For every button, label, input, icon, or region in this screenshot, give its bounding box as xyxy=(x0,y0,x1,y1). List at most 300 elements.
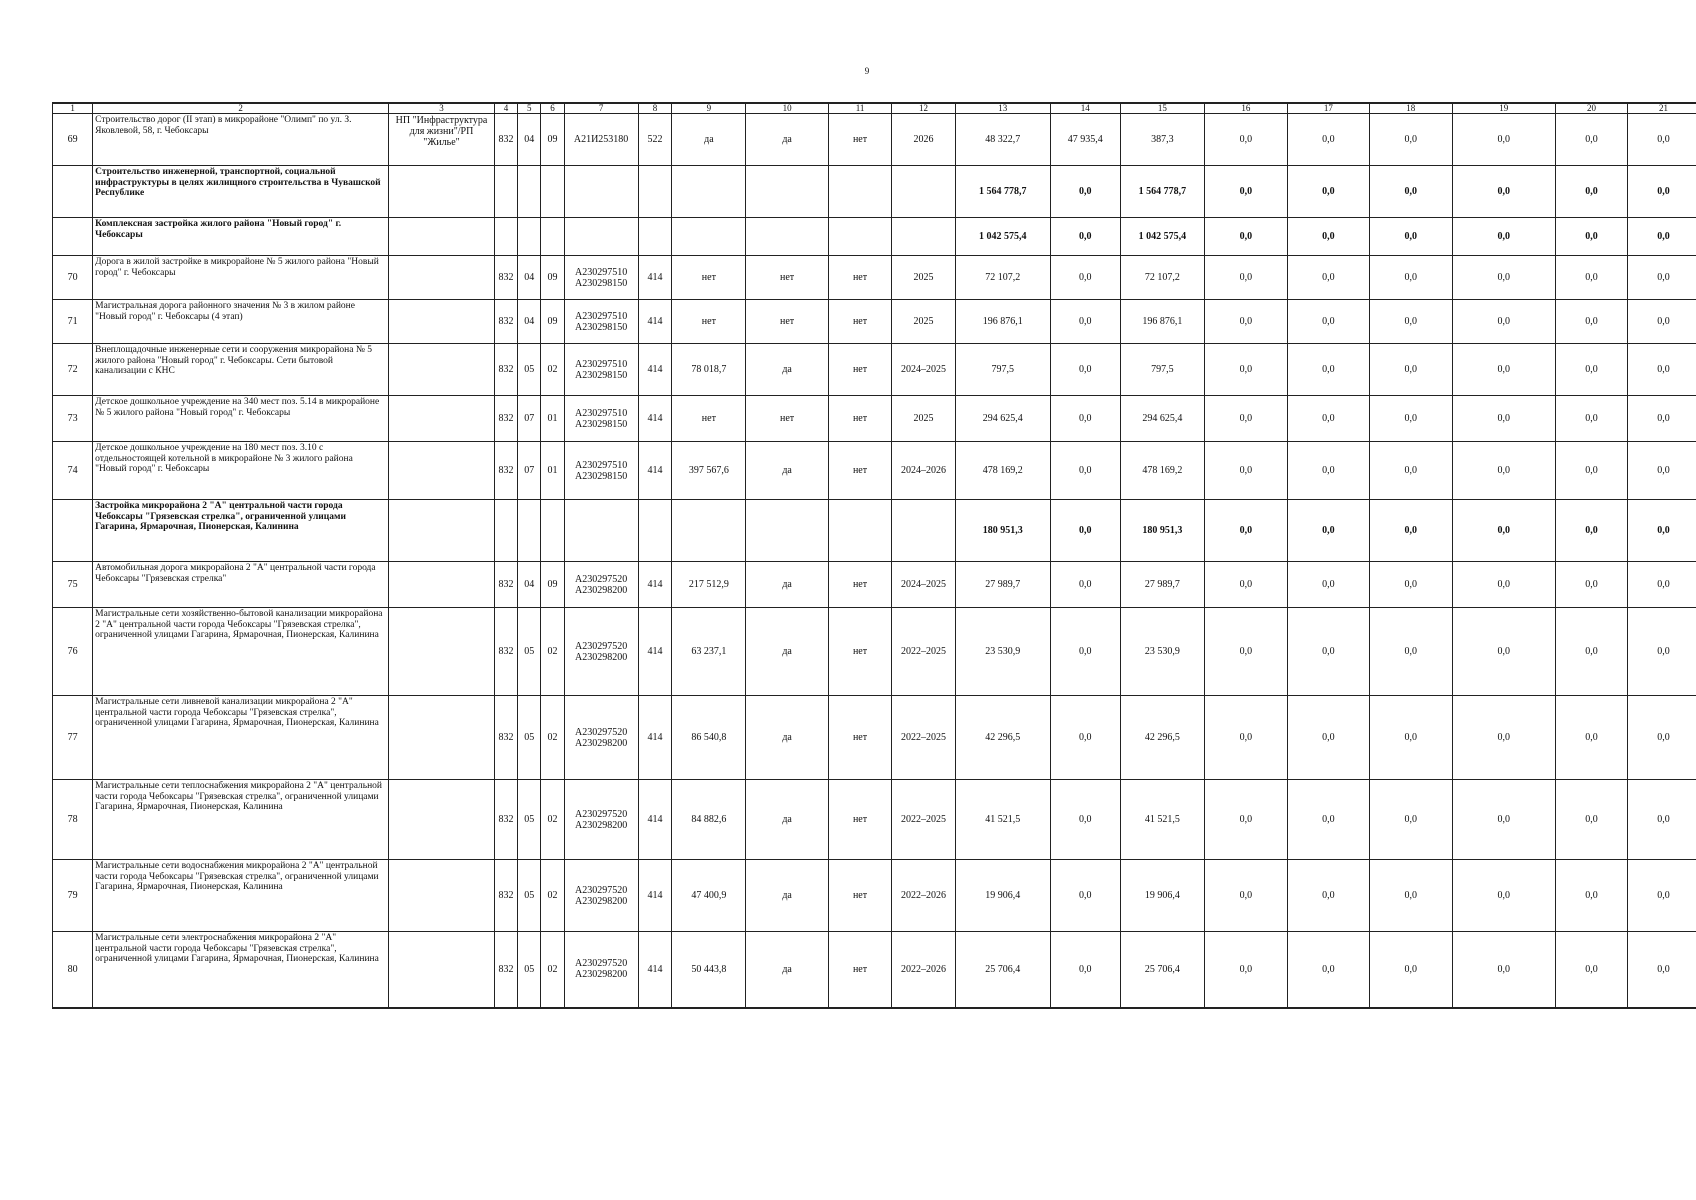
design-doc-cell: да xyxy=(746,696,828,780)
col17-amount-cell: 0,0 xyxy=(1287,932,1369,1008)
republic-amount-cell: 478 169,2 xyxy=(1120,442,1205,500)
total-amount-cell: 42 296,5 xyxy=(955,696,1050,780)
section-code-cell xyxy=(518,166,541,218)
total-amount-cell: 1 564 778,7 xyxy=(955,166,1050,218)
republic-amount-cell: 294 625,4 xyxy=(1120,396,1205,442)
federal-amount-cell: 0,0 xyxy=(1050,344,1120,396)
target-article-cell: А230297510 А230298150 xyxy=(564,300,638,344)
period-cell xyxy=(892,500,955,562)
program-cell xyxy=(389,608,495,696)
col20-amount-cell: 0,0 xyxy=(1556,860,1628,932)
subsection-code-cell xyxy=(541,500,564,562)
col20-amount-cell: 0,0 xyxy=(1556,932,1628,1008)
section-code-cell: 05 xyxy=(518,860,541,932)
estimate-cost-cell xyxy=(672,500,746,562)
subsection-code-cell: 09 xyxy=(541,256,564,300)
column-number: 16 xyxy=(1205,103,1287,114)
column-number: 10 xyxy=(746,103,828,114)
subsection-code-cell: 02 xyxy=(541,608,564,696)
expense-type-cell: 414 xyxy=(638,300,672,344)
estimate-cost-cell xyxy=(672,218,746,256)
column-number: 6 xyxy=(541,103,564,114)
expertise-cell: нет xyxy=(828,300,891,344)
republic-amount-cell: 797,5 xyxy=(1120,344,1205,396)
col19-amount-cell: 0,0 xyxy=(1452,696,1556,780)
period-cell xyxy=(892,218,955,256)
row-name: Дорога в жилой застройке в микрорайоне № 5 жилого района "Новый город" г. Чебоксары xyxy=(93,256,389,300)
federal-amount-cell: 0,0 xyxy=(1050,860,1120,932)
ministry-code-cell: 832 xyxy=(494,256,517,300)
col19-amount-cell: 0,0 xyxy=(1452,300,1556,344)
target-article-cell xyxy=(564,500,638,562)
estimate-cost-cell: нет xyxy=(672,396,746,442)
col21-amount-cell: 0,0 xyxy=(1627,218,1696,256)
col21-amount-cell: 0,0 xyxy=(1627,562,1696,608)
period-cell: 2022–2026 xyxy=(892,932,955,1008)
table-row xyxy=(53,932,1696,1008)
col16-amount-cell: 0,0 xyxy=(1205,780,1287,860)
col20-amount-cell: 0,0 xyxy=(1556,344,1628,396)
program-cell xyxy=(389,300,495,344)
republic-amount-cell: 1 564 778,7 xyxy=(1120,166,1205,218)
estimate-cost-cell: 50 443,8 xyxy=(672,932,746,1008)
col16-amount-cell: 0,0 xyxy=(1205,300,1287,344)
subsection-code-cell xyxy=(541,218,564,256)
expense-type-cell: 414 xyxy=(638,608,672,696)
table-row xyxy=(53,442,1696,500)
row-name: Автомобильная дорога микрорайона 2 "А" центральной части города Чебоксары "Грязевская стрелка" xyxy=(93,562,389,608)
design-doc-cell: нет xyxy=(746,256,828,300)
period-cell: 2024–2025 xyxy=(892,562,955,608)
period-cell: 2022–2025 xyxy=(892,608,955,696)
column-number: 5 xyxy=(518,103,541,114)
table-row xyxy=(53,344,1696,396)
row-name: Магистральная дорога районного значения № 3 в жилом районе "Новый город" г. Чебоксары (4 этап) xyxy=(93,300,389,344)
col21-amount-cell: 0,0 xyxy=(1627,608,1696,696)
table-row xyxy=(53,396,1696,442)
column-number: 14 xyxy=(1050,103,1120,114)
ministry-code-cell xyxy=(494,218,517,256)
republic-amount-cell: 41 521,5 xyxy=(1120,780,1205,860)
col21-amount-cell: 0,0 xyxy=(1627,300,1696,344)
row-number: 73 xyxy=(53,396,93,442)
section-code-cell: 04 xyxy=(518,256,541,300)
estimate-cost-cell: нет xyxy=(672,256,746,300)
row-name: Строительство инженерной, транспортной, социальной инфраструктуры в целях жилищного строительства в Чувашской Республике xyxy=(93,166,389,218)
col17-amount-cell: 0,0 xyxy=(1287,562,1369,608)
col16-amount-cell: 0,0 xyxy=(1205,442,1287,500)
republic-amount-cell: 1 042 575,4 xyxy=(1120,218,1205,256)
group-row xyxy=(53,500,1696,562)
republic-amount-cell: 27 989,7 xyxy=(1120,562,1205,608)
federal-amount-cell: 0,0 xyxy=(1050,562,1120,608)
federal-amount-cell: 0,0 xyxy=(1050,608,1120,696)
table-row xyxy=(53,256,1696,300)
federal-amount-cell: 0,0 xyxy=(1050,696,1120,780)
estimate-cost-cell: да xyxy=(672,114,746,166)
period-cell: 2022–2025 xyxy=(892,780,955,860)
period-cell: 2024–2025 xyxy=(892,344,955,396)
row-name: Магистральные сети водоснабжения микрорайона 2 "А" центральной части города Чебоксары "Грязевская стрелка", ограниченной улицами Гагарина, Ярмарочная, Пионерская, Калинина xyxy=(93,860,389,932)
ministry-code-cell xyxy=(494,500,517,562)
expense-type-cell: 522 xyxy=(638,114,672,166)
subsection-code-cell: 02 xyxy=(541,780,564,860)
col17-amount-cell: 0,0 xyxy=(1287,396,1369,442)
design-doc-cell: да xyxy=(746,780,828,860)
col16-amount-cell: 0,0 xyxy=(1205,860,1287,932)
design-doc-cell xyxy=(746,166,828,218)
row-number: 77 xyxy=(53,696,93,780)
col18-amount-cell: 0,0 xyxy=(1370,780,1452,860)
period-cell: 2025 xyxy=(892,396,955,442)
target-article-cell: А230297520 А230298200 xyxy=(564,562,638,608)
design-doc-cell xyxy=(746,218,828,256)
total-amount-cell: 180 951,3 xyxy=(955,500,1050,562)
row-number: 74 xyxy=(53,442,93,500)
expertise-cell xyxy=(828,166,891,218)
column-number: 1 xyxy=(53,103,93,114)
program-cell xyxy=(389,780,495,860)
col17-amount-cell: 0,0 xyxy=(1287,218,1369,256)
target-article-cell: А230297520 А230298200 xyxy=(564,608,638,696)
total-amount-cell: 478 169,2 xyxy=(955,442,1050,500)
table-row xyxy=(53,780,1696,860)
col20-amount-cell: 0,0 xyxy=(1556,218,1628,256)
column-number: 3 xyxy=(389,103,495,114)
col19-amount-cell: 0,0 xyxy=(1452,562,1556,608)
row-name: Детское дошкольное учреждение на 180 мест поз. 3.10 с отдельностоящей котельной в микрорайоне № 3 жилого района "Новый город" г. Чебоксары xyxy=(93,442,389,500)
expense-type-cell: 414 xyxy=(638,780,672,860)
republic-amount-cell: 23 530,9 xyxy=(1120,608,1205,696)
section-code-cell: 07 xyxy=(518,396,541,442)
estimate-cost-cell: 86 540,8 xyxy=(672,696,746,780)
federal-amount-cell: 0,0 xyxy=(1050,166,1120,218)
column-number: 12 xyxy=(892,103,955,114)
budget-table xyxy=(52,102,1696,1009)
expense-type-cell: 414 xyxy=(638,256,672,300)
republic-amount-cell: 42 296,5 xyxy=(1120,696,1205,780)
design-doc-cell: нет xyxy=(746,300,828,344)
column-number: 9 xyxy=(672,103,746,114)
design-doc-cell: да xyxy=(746,562,828,608)
col19-amount-cell: 0,0 xyxy=(1452,500,1556,562)
col18-amount-cell: 0,0 xyxy=(1370,344,1452,396)
total-amount-cell: 25 706,4 xyxy=(955,932,1050,1008)
col21-amount-cell: 0,0 xyxy=(1627,396,1696,442)
column-number: 19 xyxy=(1452,103,1556,114)
row-name: Магистральные сети ливневой канализации микрорайона 2 "А" центральной части города Чебоксары "Грязевская стрелка", ограниченной улицами Гагарина, Ярмарочная, Пионерская, Калинина xyxy=(93,696,389,780)
design-doc-cell: да xyxy=(746,442,828,500)
program-cell xyxy=(389,696,495,780)
col17-amount-cell: 0,0 xyxy=(1287,860,1369,932)
expertise-cell: нет xyxy=(828,860,891,932)
total-amount-cell: 27 989,7 xyxy=(955,562,1050,608)
row-number: 70 xyxy=(53,256,93,300)
col18-amount-cell: 0,0 xyxy=(1370,932,1452,1008)
row-number xyxy=(53,218,93,256)
subsection-code-cell xyxy=(541,166,564,218)
col17-amount-cell: 0,0 xyxy=(1287,500,1369,562)
row-name: Детское дошкольное учреждение на 340 мест поз. 5.14 в микрорайоне № 5 жилого района "Новый город" г. Чебоксары xyxy=(93,396,389,442)
total-amount-cell: 294 625,4 xyxy=(955,396,1050,442)
total-amount-cell: 72 107,2 xyxy=(955,256,1050,300)
col16-amount-cell: 0,0 xyxy=(1205,696,1287,780)
col20-amount-cell: 0,0 xyxy=(1556,500,1628,562)
col17-amount-cell: 0,0 xyxy=(1287,114,1369,166)
federal-amount-cell: 0,0 xyxy=(1050,500,1120,562)
expertise-cell: нет xyxy=(828,932,891,1008)
col18-amount-cell: 0,0 xyxy=(1370,114,1452,166)
expense-type-cell xyxy=(638,166,672,218)
ministry-code-cell: 832 xyxy=(494,780,517,860)
ministry-code-cell: 832 xyxy=(494,344,517,396)
ministry-code-cell: 832 xyxy=(494,562,517,608)
row-number: 80 xyxy=(53,932,93,1008)
section-code-cell: 07 xyxy=(518,442,541,500)
subsection-code-cell: 02 xyxy=(541,344,564,396)
design-doc-cell: да xyxy=(746,344,828,396)
estimate-cost-cell: 217 512,9 xyxy=(672,562,746,608)
section-code-cell: 04 xyxy=(518,562,541,608)
target-article-cell: А230297510 А230298150 xyxy=(564,344,638,396)
col18-amount-cell: 0,0 xyxy=(1370,500,1452,562)
subsection-code-cell: 01 xyxy=(541,396,564,442)
column-number: 11 xyxy=(828,103,891,114)
col17-amount-cell: 0,0 xyxy=(1287,300,1369,344)
col16-amount-cell: 0,0 xyxy=(1205,500,1287,562)
row-name: Внеплощадочные инженерные сети и сооружения микрорайона № 5 жилого района "Новый город" г. Чебоксары. Сети бытовой канализации с КНС xyxy=(93,344,389,396)
period-cell: 2025 xyxy=(892,256,955,300)
section-code-cell: 05 xyxy=(518,696,541,780)
expertise-cell xyxy=(828,500,891,562)
target-article-cell: А230297520 А230298200 xyxy=(564,860,638,932)
expertise-cell: нет xyxy=(828,608,891,696)
program-cell xyxy=(389,256,495,300)
program-cell xyxy=(389,442,495,500)
col19-amount-cell: 0,0 xyxy=(1452,344,1556,396)
col18-amount-cell: 0,0 xyxy=(1370,218,1452,256)
section-code-cell: 04 xyxy=(518,114,541,166)
row-name: Магистральные сети теплоснабжения микрорайона 2 "А" центральной части города Чебоксары "Грязевская стрелка", ограниченной улицами Гагарина, Ярмарочная, Пионерская, Калинина xyxy=(93,780,389,860)
row-number xyxy=(53,166,93,218)
target-article-cell: А230297510 А230298150 xyxy=(564,256,638,300)
section-code-cell: 05 xyxy=(518,932,541,1008)
column-number: 2 xyxy=(93,103,389,114)
column-number-row xyxy=(53,103,1696,114)
table-row xyxy=(53,300,1696,344)
col19-amount-cell: 0,0 xyxy=(1452,608,1556,696)
expertise-cell: нет xyxy=(828,442,891,500)
col16-amount-cell: 0,0 xyxy=(1205,218,1287,256)
section-code-cell: 05 xyxy=(518,608,541,696)
col20-amount-cell: 0,0 xyxy=(1556,256,1628,300)
col19-amount-cell: 0,0 xyxy=(1452,780,1556,860)
subsection-code-cell: 09 xyxy=(541,114,564,166)
col17-amount-cell: 0,0 xyxy=(1287,344,1369,396)
republic-amount-cell: 19 906,4 xyxy=(1120,860,1205,932)
col18-amount-cell: 0,0 xyxy=(1370,442,1452,500)
table-row xyxy=(53,562,1696,608)
republic-amount-cell: 25 706,4 xyxy=(1120,932,1205,1008)
col18-amount-cell: 0,0 xyxy=(1370,166,1452,218)
expertise-cell: нет xyxy=(828,396,891,442)
col19-amount-cell: 0,0 xyxy=(1452,256,1556,300)
expense-type-cell: 414 xyxy=(638,396,672,442)
table-row xyxy=(53,696,1696,780)
row-name: Комплексная застройка жилого района "Новый город" г. Чебоксары xyxy=(93,218,389,256)
table-row xyxy=(53,608,1696,696)
target-article-cell: А230297510 А230298150 xyxy=(564,442,638,500)
republic-amount-cell: 180 951,3 xyxy=(1120,500,1205,562)
column-number: 15 xyxy=(1120,103,1205,114)
col16-amount-cell: 0,0 xyxy=(1205,932,1287,1008)
expense-type-cell: 414 xyxy=(638,442,672,500)
estimate-cost-cell: 47 400,9 xyxy=(672,860,746,932)
expertise-cell: нет xyxy=(828,114,891,166)
total-amount-cell: 196 876,1 xyxy=(955,300,1050,344)
expense-type-cell: 414 xyxy=(638,696,672,780)
design-doc-cell: да xyxy=(746,860,828,932)
program-cell xyxy=(389,218,495,256)
col20-amount-cell: 0,0 xyxy=(1556,608,1628,696)
col18-amount-cell: 0,0 xyxy=(1370,300,1452,344)
column-number: 8 xyxy=(638,103,672,114)
estimate-cost-cell: 397 567,6 xyxy=(672,442,746,500)
col21-amount-cell: 0,0 xyxy=(1627,114,1696,166)
ministry-code-cell: 832 xyxy=(494,696,517,780)
col21-amount-cell: 0,0 xyxy=(1627,932,1696,1008)
section-code-cell: 05 xyxy=(518,780,541,860)
republic-amount-cell: 387,3 xyxy=(1120,114,1205,166)
program-cell xyxy=(389,344,495,396)
section-code-cell xyxy=(518,218,541,256)
row-number: 79 xyxy=(53,860,93,932)
ministry-code-cell: 832 xyxy=(494,442,517,500)
col16-amount-cell: 0,0 xyxy=(1205,562,1287,608)
row-name: Застройка микрорайона 2 "А" центральной части города Чебоксары "Грязевская стрелка", ограниченной улицами Гагарина, Ярмарочная, Пионерская, Калинина xyxy=(93,500,389,562)
group-row xyxy=(53,166,1696,218)
ministry-code-cell: 832 xyxy=(494,396,517,442)
estimate-cost-cell: нет xyxy=(672,300,746,344)
target-article-cell: А230297510 А230298150 xyxy=(564,396,638,442)
program-cell: НП "Инфраструктура для жизни"/РП "Жилье" xyxy=(389,114,495,166)
col20-amount-cell: 0,0 xyxy=(1556,114,1628,166)
column-number: 13 xyxy=(955,103,1050,114)
design-doc-cell xyxy=(746,500,828,562)
total-amount-cell: 1 042 575,4 xyxy=(955,218,1050,256)
period-cell xyxy=(892,166,955,218)
col21-amount-cell: 0,0 xyxy=(1627,166,1696,218)
col20-amount-cell: 0,0 xyxy=(1556,696,1628,780)
col19-amount-cell: 0,0 xyxy=(1452,932,1556,1008)
col20-amount-cell: 0,0 xyxy=(1556,166,1628,218)
subsection-code-cell: 09 xyxy=(541,300,564,344)
republic-amount-cell: 72 107,2 xyxy=(1120,256,1205,300)
target-article-cell: А230297520 А230298200 xyxy=(564,780,638,860)
table-body xyxy=(53,103,1696,1008)
subsection-code-cell: 01 xyxy=(541,442,564,500)
col21-amount-cell: 0,0 xyxy=(1627,696,1696,780)
expertise-cell xyxy=(828,218,891,256)
program-cell xyxy=(389,500,495,562)
row-number: 71 xyxy=(53,300,93,344)
col20-amount-cell: 0,0 xyxy=(1556,562,1628,608)
col21-amount-cell: 0,0 xyxy=(1627,780,1696,860)
col18-amount-cell: 0,0 xyxy=(1370,256,1452,300)
col18-amount-cell: 0,0 xyxy=(1370,696,1452,780)
col16-amount-cell: 0,0 xyxy=(1205,608,1287,696)
total-amount-cell: 41 521,5 xyxy=(955,780,1050,860)
col21-amount-cell: 0,0 xyxy=(1627,344,1696,396)
col21-amount-cell: 0,0 xyxy=(1627,256,1696,300)
col21-amount-cell: 0,0 xyxy=(1627,860,1696,932)
expense-type-cell: 414 xyxy=(638,932,672,1008)
subsection-code-cell: 09 xyxy=(541,562,564,608)
col19-amount-cell: 0,0 xyxy=(1452,114,1556,166)
row-number: 78 xyxy=(53,780,93,860)
col20-amount-cell: 0,0 xyxy=(1556,300,1628,344)
period-cell: 2022–2025 xyxy=(892,696,955,780)
col18-amount-cell: 0,0 xyxy=(1370,608,1452,696)
col19-amount-cell: 0,0 xyxy=(1452,166,1556,218)
group-row xyxy=(53,218,1696,256)
col20-amount-cell: 0,0 xyxy=(1556,442,1628,500)
ministry-code-cell xyxy=(494,166,517,218)
target-article-cell: А230297520 А230298200 xyxy=(564,696,638,780)
program-cell xyxy=(389,396,495,442)
column-number: 17 xyxy=(1287,103,1369,114)
period-cell: 2025 xyxy=(892,300,955,344)
republic-amount-cell: 196 876,1 xyxy=(1120,300,1205,344)
expense-type-cell: 414 xyxy=(638,344,672,396)
ministry-code-cell: 832 xyxy=(494,114,517,166)
row-number: 69 xyxy=(53,114,93,166)
row-name: Строительство дорог (II этап) в микрорайоне "Олимп" по ул. З. Яковлевой, 58, г. Чебоксары xyxy=(93,114,389,166)
period-cell: 2022–2026 xyxy=(892,860,955,932)
col20-amount-cell: 0,0 xyxy=(1556,396,1628,442)
section-code-cell: 05 xyxy=(518,344,541,396)
col18-amount-cell: 0,0 xyxy=(1370,562,1452,608)
col16-amount-cell: 0,0 xyxy=(1205,396,1287,442)
col17-amount-cell: 0,0 xyxy=(1287,442,1369,500)
ministry-code-cell: 832 xyxy=(494,860,517,932)
row-number: 72 xyxy=(53,344,93,396)
ministry-code-cell: 832 xyxy=(494,300,517,344)
period-cell: 2024–2026 xyxy=(892,442,955,500)
ministry-code-cell: 832 xyxy=(494,608,517,696)
col17-amount-cell: 0,0 xyxy=(1287,608,1369,696)
expense-type-cell: 414 xyxy=(638,562,672,608)
row-name: Магистральные сети хозяйственно-бытовой канализации микрорайона 2 "А" центральной части города Чебоксары "Грязевская стрелка", ограниченной улицами Гагарина, Ярмарочная, Пионерская, Калинина xyxy=(93,608,389,696)
federal-amount-cell: 0,0 xyxy=(1050,780,1120,860)
column-number: 18 xyxy=(1370,103,1452,114)
col19-amount-cell: 0,0 xyxy=(1452,860,1556,932)
col16-amount-cell: 0,0 xyxy=(1205,344,1287,396)
estimate-cost-cell: 78 018,7 xyxy=(672,344,746,396)
design-doc-cell: да xyxy=(746,114,828,166)
col17-amount-cell: 0,0 xyxy=(1287,256,1369,300)
col16-amount-cell: 0,0 xyxy=(1205,166,1287,218)
page-number: 9 xyxy=(864,66,870,76)
period-cell: 2026 xyxy=(892,114,955,166)
federal-amount-cell: 0,0 xyxy=(1050,300,1120,344)
col18-amount-cell: 0,0 xyxy=(1370,860,1452,932)
total-amount-cell: 797,5 xyxy=(955,344,1050,396)
col18-amount-cell: 0,0 xyxy=(1370,396,1452,442)
expertise-cell: нет xyxy=(828,562,891,608)
program-cell xyxy=(389,166,495,218)
design-doc-cell: да xyxy=(746,608,828,696)
